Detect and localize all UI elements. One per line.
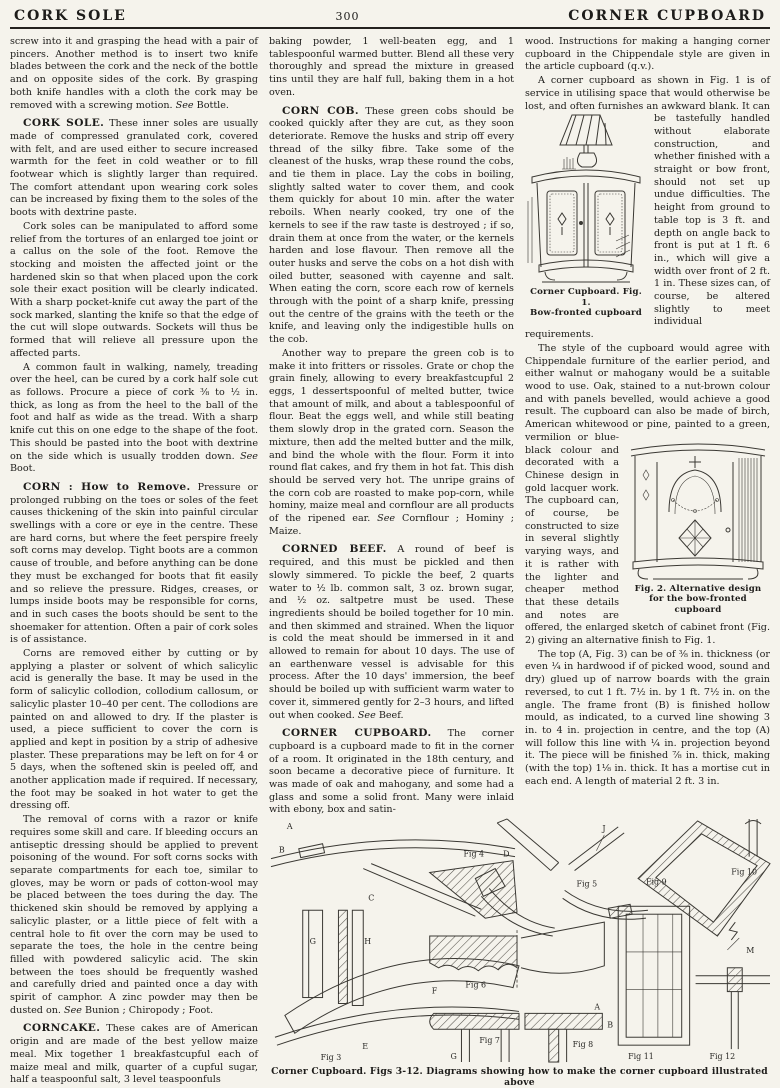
- entry-title-cork-sole: CORK SOLE.: [23, 117, 105, 130]
- fig1-caption: Corner Cupboard. Fig. 1. Bow-fronted cupboard: [530, 287, 642, 319]
- diagram-fig-label: Fig 6: [465, 980, 487, 990]
- paragraph-cupboard-continuation: wood. Instructions for making a hanging corner cupboard in the Chippendale style are given in the article cupboard (q.v.).: [525, 36, 770, 73]
- diagram-part-label: F: [431, 986, 438, 996]
- entry-title-corn: CORN : How to Remove.: [23, 480, 191, 493]
- diagram-fig-label: Fig 7: [479, 1036, 500, 1046]
- paragraph: A common fault in walking, namely, treading over the heel, can be cured by a cork half sole cut as follows. Procure a piece of cork ⅜ to ½ in. thick, as long as from the heel to the ball of the foot and half as wide as the tread. With a sharp knife cut this on one edge to the shape of the foot. This should be pasted into the boot with dextrine on the side which is usually trodden down. See Boot.: [10, 361, 258, 475]
- header-left-title: CORK SOLE: [14, 8, 127, 24]
- right-columns: [269, 36, 770, 818]
- diagram-part-label: A: [594, 1002, 601, 1012]
- diagram-part-label: B: [278, 845, 285, 855]
- diagram-fig-label: Fig 4: [463, 849, 485, 859]
- diagram-part-label: D: [503, 849, 510, 859]
- column-3: [525, 36, 770, 818]
- figure-2: [626, 434, 770, 616]
- article-corner-cupboard: CORNER CUPBOARD. The corner cupboard is a cupboard made to fit in the corner of a room. It originated in the 18th century, and soon became a decorative piece of furniture. It was made of oak and mahogany, and some had a glass and some a solid front. Many were inlaid with ebony, box and satin-: [269, 727, 514, 816]
- entry-title-corner-cupboard: CORNER CUPBOARD.: [282, 727, 432, 740]
- paragraph-with-fig2: The style of the cupboard would agree with Chippendale furniture of the earlier period, and either walnut or mahogany would be a suitable wood to use. Oak, stained to a nut-brown colour and with panels bevelled, would achieve a good result. The cupboard can also be made of birch, American whitewood or pine, painted to a Fig. 2. Alternative design for the bow-fronted cupboard green, vermilion or blue-black colour and decorated with a Chinese design in gold lacquer work. The cupboard can, of course, be constructed to size in several slightly varying ways, and it is rather with the lighter and cheaper method that these details and notes are offered, the enlarged sketch of cabinet front (Fig. 2) giving an alternative finish to Fig. 1.: [525, 342, 770, 647]
- diagram-part-label: J: [602, 824, 606, 834]
- construction-diagrams-illustration: [269, 818, 770, 1063]
- entry-title-corned-beef: CORNED BEEF.: [282, 543, 387, 556]
- figure-1: [525, 115, 647, 319]
- column-2: [269, 36, 514, 818]
- diagram-part-label: G: [309, 937, 317, 947]
- header-right-title: CORNER CUPBOARD: [568, 8, 766, 24]
- diagram-caption: Corner Cupboard. Figs 3-12. Diagrams showing how to make the corner cupboard illustrated above: [271, 1066, 768, 1088]
- diagram-fig-label: Fig 8: [572, 1040, 594, 1050]
- text-columns: [10, 36, 770, 1088]
- header-rule: [10, 27, 770, 29]
- diagram-part-label: A: [286, 822, 293, 832]
- paragraph: Cork soles can be manipulated to afford some relief from the tortures of an enlarged toe joint or a callus on the sole of the foot. Remove the stocking and moisten the affected joint or the hardened skin so that when placed upon the cork sole their exact position will be clearly indicated. With a sharp pocket-knife cut away the part of the sock marked, slanting the knife so that the edge of the cut will slope outwards. Sockets will thus be formed that will relieve all pressure upon the affected parts.: [10, 220, 258, 359]
- diagram-fig-label: Fig 10: [731, 867, 758, 877]
- article-cork-sole: CORK SOLE. These inner soles are usually made of compressed granulated cork, covered with felt, and are used either to secure increased warmth for the feet in cold weather or to fill footwear which is slightly larger than required. The comfort attendant upon wearing cork soles can be increased by fixing them to the soles of the boots with dextrine paste.: [10, 117, 258, 219]
- article-corned-beef: CORNED BEEF. A round of beef is required, and this must be pickled and then slowly simmered. To pickle the beef, 2 quarts water to ½ lb. common salt, 3 oz. brown sugar, and ½ oz. saltpetre must be used. These ingredients should be boiled together for 10 min. and then skimmed and strained. When the liquor is cold the meat should be immersed in it and allowed to remain for about 10 days. The use of an earthenware vessel is advisable for this process. After the 10 days' immersion, the beef should be boiled up with sufficient warm water to cover it, simmered gently for 2–3 hours, and lifted out when cooked. See Beef.: [269, 543, 514, 721]
- diagram-part-label: E: [362, 1042, 369, 1052]
- diagram-fig-label: Fig 11: [628, 1052, 654, 1062]
- diagram-fig-label: Fig 5: [576, 879, 598, 889]
- diagram-part-label: M: [746, 946, 755, 956]
- diagram-figs-3-12: [269, 818, 770, 1088]
- paragraph-cork-continuation: screw into it and grasping the head with a pair of pincers. Another method is to insert two knife blades between the cork and the neck of the bottle and on opposite sides of the cork. By grasping both knife handles with a cloth the cork may be removed with a screwing motion. See Bottle.: [10, 36, 259, 111]
- fig2-caption: Fig. 2. Alternative design for the bow-fronted cupboard: [634, 583, 762, 615]
- diagram-fig-label: Fig 9: [645, 877, 667, 887]
- article-corn: CORN : How to Remove. Pressure or prolonged rubbing on the toes or soles of the feet causes thickening of the skin into painful circular swellings with a core or eye in the centre. These are hard corns, but where the feet perspire freely soft corns may develop. Tight boots are a common cause of trouble, and before anything can be done they must be exchanged for boots that fit easily and so relieve the pressure. Ridges, creases, or lumps inside boots may be responsible for corns, and in such cases the boots should be sent to the shoemaker for attention. Often a pair of cork soles is of assistance.: [10, 480, 258, 646]
- paragraph: The removal of corns with a razor or knife requires some skill and care. If bleeding occurs an antiseptic dressing should be applied to prevent poisoning of the wound. For soft corns socks with separate compartments for each toe, similar to gloves, may be worn or pads of cotton-wool may be placed between the toes during the day. The thickened skin should be removed by applying a salicylic plaster, or a little piece of felt with a central hole to fit over the corn may be used to separate the toes, the hole in the centre being filled with powdered salicylic acid. The skin between the toes should be frequently washed and carefully dried and painted once a day with spirit of camphor. A zinc powder may then be dusted on. See Bunion ; Chiropody ; Foot.: [10, 814, 258, 1016]
- column-1: [10, 36, 258, 1088]
- entry-title-corn-cob: CORN COB.: [282, 104, 359, 117]
- fig1-bow-fronted-cupboard-illustration: [528, 115, 644, 287]
- running-head: [10, 6, 770, 27]
- right-region: [269, 36, 770, 1088]
- article-corncake: CORNCAKE. These cakes are of American origin and are made of the best yellow maize meal. Mix together 1 breakfastcupful each of maize meal and milk, quarter of a cupful sugar, half a teaspoonful salt, 3 level teaspoonfuls: [10, 1022, 258, 1086]
- paragraph: Corns are removed either by cutting or by applying a plaster or solvent of which salicylic acid is generally the base. It may be used in the form of salicylic collodion, collodium callosum, or salicylic plaster 10–40 per cent. The collodions are painted on and allowed to dry. If the plaster is used, a piece sufficient to cover the corn is applied and kept in position by a strip of adhesive plaster. These preparations may be left on for 4 or 5 days, when the softened skin is peeled off, and another application made if required. If necessary, the foot may be soaked in hot water to get the dressing off.: [10, 648, 258, 812]
- diagram-part-label: C: [368, 893, 375, 903]
- diagram-fig-label: Fig 12: [709, 1052, 736, 1062]
- entry-title-corncake: CORNCAKE.: [23, 1022, 101, 1035]
- page-number: 300: [335, 10, 360, 23]
- fig2-alternative-design-illustration: [627, 434, 769, 584]
- diagram-fig-label: Fig 3: [320, 1053, 342, 1063]
- paragraph: The top (A, Fig. 3) can be of ⅜ in. thickness (or even ¼ in hardwood if of picked wood, sound and dry) glued up of narrow boards with the grain reversed, to cut 1 ft. 7½ in. by 1 ft. 7½ in. on the angle. The frame front (B) is finished hollow mould, as indicated, to a curved line showing 3 in. to 4 in. projection in centre, and the top (A) will follow this line with ¼ in. projection beyond it. The piece will be finished ⅞ in. thick, making (with the top) 1⅛ in. thick. It has a mortise cut in each end. A length of material 2 ft. 3 in.: [525, 648, 770, 787]
- diagram-part-label: H: [364, 937, 372, 947]
- paragraph-with-fig1: A corner cupboard as shown in Fig. 1 is of service in utilising space that would otherwise be lost, and often furnishes an awkward Corner Cupboard. Fig. 1. Bow-fronted cupboard blank. It can be tastefully handled without elaborate construction, and whether finished with a straight or bow front, should not set up undue difficulties. The height from ground to table top is 3 ft. and depth on angle back to front is put at 1 ft. 6 in., which will give a width over front of 2 ft. 1 in. These sizes can, of course, be altered slightly to meet individual requirements.: [525, 75, 770, 341]
- paragraph-corncake-continuation: baking powder, 1 well-beaten egg, and 1 tablespoonful warmed butter. Blend all these very thoroughly and spread the mixture in greased tins until they are half full, baking them in a hot oven.: [269, 36, 514, 98]
- article-corn-cob: CORN COB. These green cobs should be cooked quickly after they are cut, as they soon deteriorate. Remove the husks and strip off every thread of the silky fibre. Take some of the cleanest of the husks, wrap these round the cobs, and tie them in place. Lay the cobs in boiling, slightly salted water to cover them, and cook them quickly for about 10 min. after the water reboils. When nearly cooked, try one of the kernels to see if the raw taste is destroyed ; if so, drain them at once from the water, or the kernels harden and lose flavour. Then remove all the outer husks and serve the cobs on a hot dish with oiled butter, seasoned with cayenne and salt. When eating the corn, score each row of kernels through with the point of a sharp knife, pressing out the centre of the grains with the teeth or the knife, and leaving only the indigestible hulls on the cob.: [269, 104, 514, 346]
- paragraph: Another way to prepare the green cob is to make it into fritters or rissoles. Grate or chop the grain finely, allowing to every breakfastcupful 2 eggs, 1 dessertspoonful of melted butter, twice that amount of milk, and about a tablespoonful of flour. Beat the eggs well, and while still beating them slowly drop in the grated corn. Season the mixture, then add the melted butter and the milk, and bind the whole with the flour. Form it into round flat cakes, and fry them in hot fat. This dish should be served very hot. The unripe grains of the corn cob are roasted to make pop-corn, while hominy, maize meal and cornflour are all products of the ripened ear. See Cornflour ; Hominy ; Maize.: [269, 347, 514, 537]
- diagram-part-label: B: [607, 1020, 614, 1030]
- diagram-part-label: G: [450, 1052, 457, 1062]
